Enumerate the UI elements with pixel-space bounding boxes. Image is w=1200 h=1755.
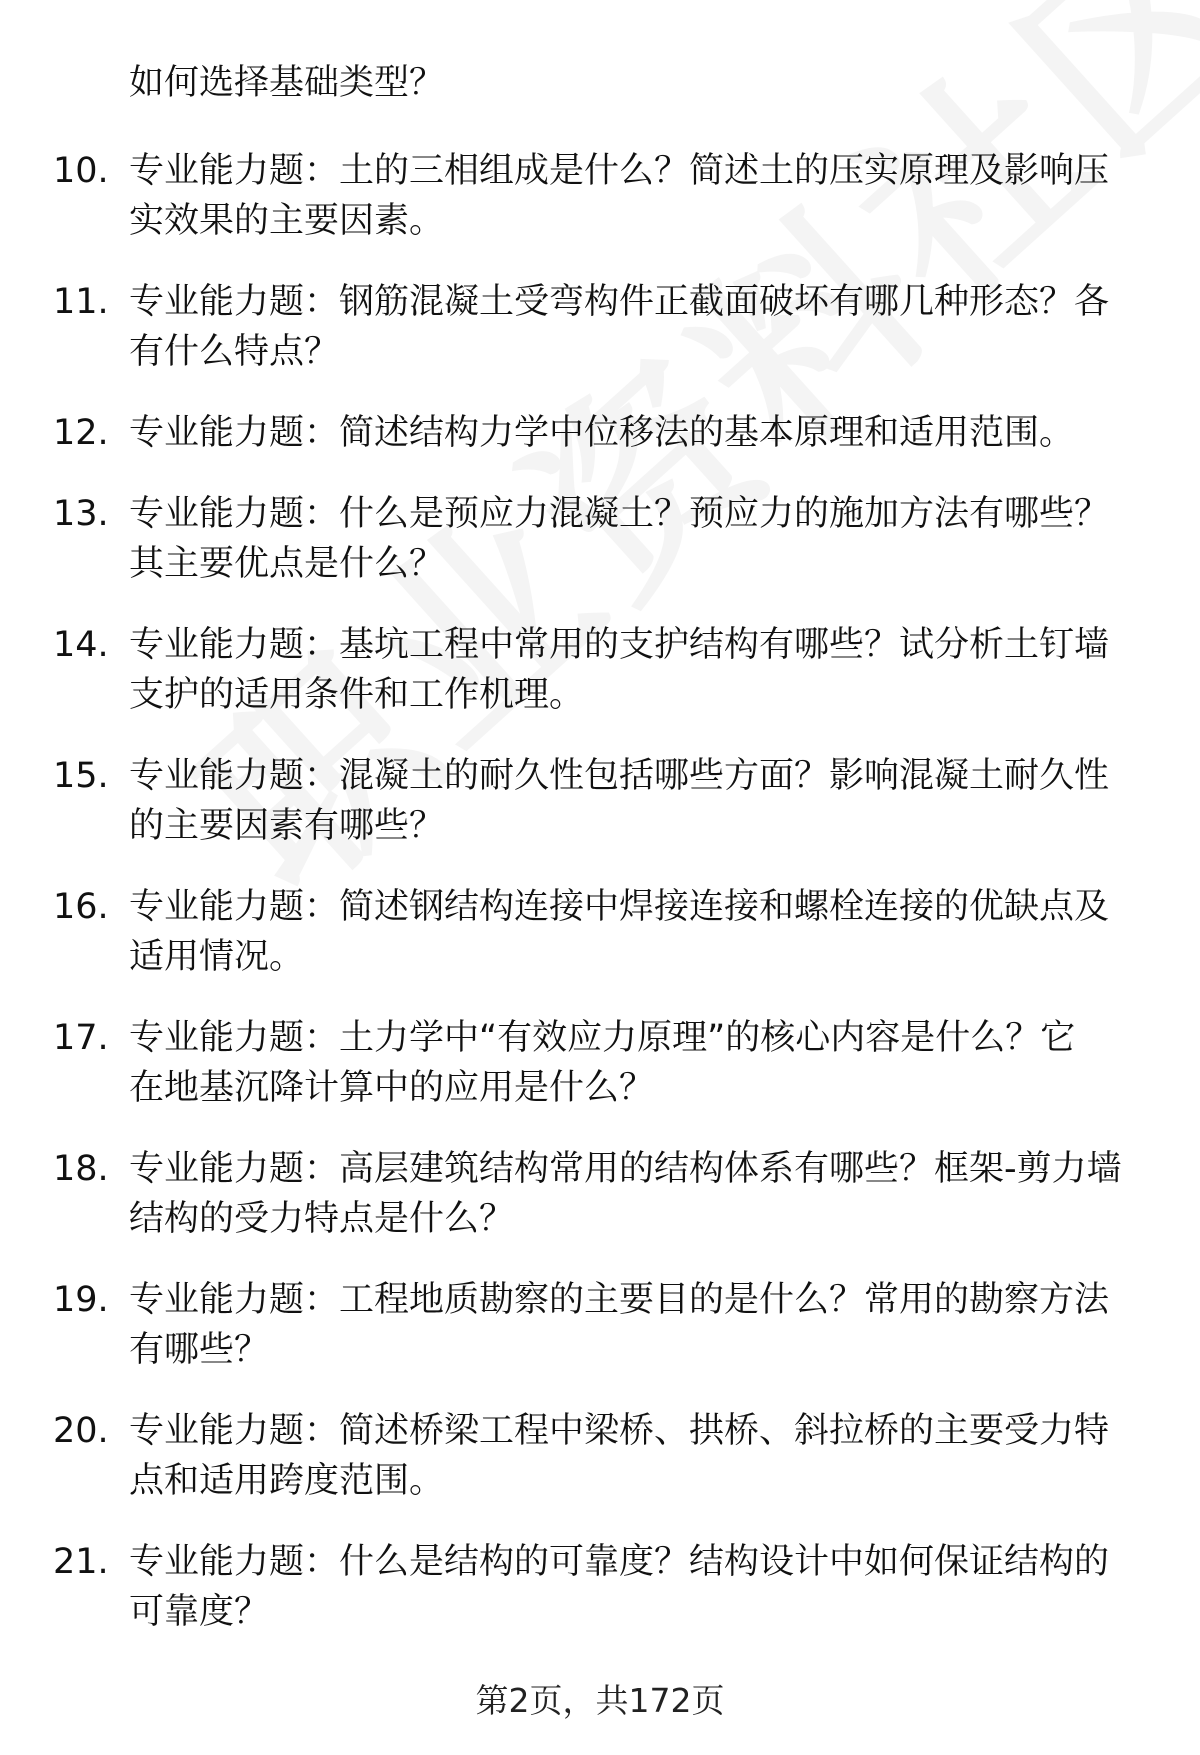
question-item (0, 1275, 1200, 1376)
question-item (0, 620, 1200, 721)
question-number: 19. (53, 1280, 109, 1320)
question-text: 专业能力题：简述钢结构连接中焊接连接和螺栓连接的优缺点及 适用情况。 (129, 887, 1110, 977)
question-text: 专业能力题：什么是结构的可靠度？结构设计中如何保证结构的 可靠度？ (129, 1542, 1110, 1632)
question-item (0, 489, 1200, 590)
question-item (0, 1013, 1200, 1114)
question-item (0, 1537, 1200, 1638)
question-item (0, 408, 1200, 459)
question-item (0, 882, 1200, 983)
question-number: 20. (53, 1411, 109, 1451)
question-item (0, 1144, 1200, 1245)
question-text: 专业能力题：钢筋混凝土受弯构件正截面破坏有哪几种形态？各 有什么特点？ (129, 282, 1110, 372)
question-text: 专业能力题：简述桥梁工程中梁桥、拱桥、斜拉桥的主要受力特 点和适用跨度范围。 (129, 1411, 1110, 1501)
question-number: 11. (53, 282, 109, 322)
question-item (0, 146, 1200, 247)
question-text: 专业能力题：土力学中“有效应力原理”的核心内容是什么？它 在地基沉降计算中的应用是什么？ (129, 1018, 1076, 1108)
question-item (0, 751, 1200, 852)
question-number: 21. (53, 1542, 109, 1582)
question-number: 10. (53, 151, 109, 191)
question-number: 17. (53, 1018, 109, 1058)
question-item (0, 277, 1200, 378)
page-footer: 第2页，共172页 (475, 1681, 725, 1720)
question-number: 15. (53, 756, 109, 796)
question-text: 专业能力题：什么是预应力混凝土？预应力的施加方法有哪些？ 其主要优点是什么？ (129, 494, 1110, 584)
question-list (0, 146, 1200, 1668)
question-text: 专业能力题：简述结构力学中位移法的基本原理和适用范围。 (129, 413, 1075, 453)
continuation-text: 如何选择基础类型？ (129, 63, 445, 103)
question-item (0, 1406, 1200, 1507)
question-number: 13. (53, 494, 109, 534)
question-text: 专业能力题：混凝土的耐久性包括哪些方面？影响混凝土耐久性 的主要因素有哪些？ (129, 756, 1110, 846)
question-number: 12. (53, 413, 109, 453)
question-number: 16. (53, 887, 109, 927)
question-text: 专业能力题：工程地质勘察的主要目的是什么？常用的勘察方法 有哪些？ (129, 1280, 1110, 1370)
question-number: 18. (53, 1149, 109, 1189)
question-number: 14. (53, 625, 109, 665)
question-text: 专业能力题：高层建筑结构常用的结构体系有哪些？框架-剪力墙 结构的受力特点是什么？ (129, 1149, 1122, 1239)
question-text: 专业能力题：土的三相组成是什么？简述土的压实原理及影响压 实效果的主要因素。 (129, 151, 1110, 241)
question-text: 专业能力题：基坑工程中常用的支护结构有哪些？试分析土钉墙 支护的适用条件和工作机理。 (129, 625, 1110, 715)
